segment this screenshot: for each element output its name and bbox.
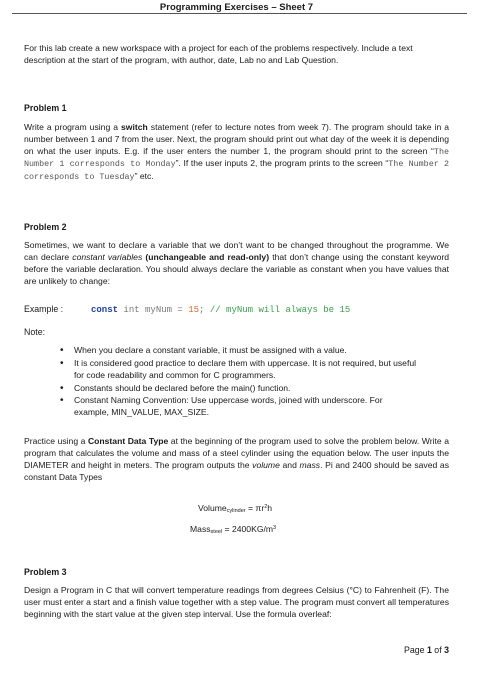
volume-formula-lhs: Volume [198,503,227,513]
p1-text-d: ” etc. [134,170,154,181]
code-semicolon: ; [199,305,210,315]
example-label: Example : [24,304,64,314]
p2-task-c: and [279,459,300,470]
unchangeable-term: (unchangeable and read-only) [145,251,270,262]
list-item: • When you declare a constant variable, it must be assigned with a value. [60,345,419,357]
problem-1-text [24,122,449,184]
p2-task-d: . Pi and 2400 should be saved as constant Data Types [24,459,449,482]
p1-text-c: ”. If the user inputs 2, the program prints to the screen “ [175,158,389,169]
page-number [404,644,449,656]
list-item: • Constants should be declared before the main() function. [60,383,419,395]
mass-formula-sub: steel [210,529,223,535]
p1-text-a: Write a program using a [24,122,122,132]
volume-formula-end: h [267,503,273,513]
page-total: 3 [444,645,449,655]
code-declaration: int myNum = [118,305,189,315]
page-title: Programming Exercises – Sheet 7 [159,2,314,13]
mass-formula-sup: 3 [273,525,277,531]
note-label: Note: [24,327,46,337]
mass-formula-lhs: Mass [190,524,211,534]
list-item: • Constant Naming Convention: Use uppercase words, joined with underscore. For example, MIN_VALUE, MAX_SIZE. [60,395,419,419]
problem-3-heading: Problem 3 [24,567,67,577]
of-word: of [431,645,445,655]
code-example [24,303,350,316]
problem-2-heading: Problem 2 [24,222,67,232]
code-output-1: The Number 1 corresponds to Monday [24,146,449,170]
problem-2-task [24,436,449,483]
list-item: • It is considered good practice to declare them with uppercase. It is not required, but useful for code readability and common for C programmers. [60,358,419,382]
mass-formula-rhs: = 2400KG/m [222,524,274,534]
p2-task-b: at the beginning of the program used to solve the problem below. Write a program that calculates the volume and mass of a steel cylinder using the equation below. The user inputs the DIAMETER and height in meters. The program outputs the [24,436,450,470]
code-output-2: The Number 2 corresponds to Tuesday [24,159,450,182]
notes-list [60,345,419,420]
p2-text-c: that don’t change using the constant keyword before the variable declaration. You should always declare the variable as constant when you have values that are unlikely to change: [24,251,449,286]
p2-task-a: Practice using a [24,436,88,446]
page-current: 1 [426,645,432,655]
constant-variables-term: constant variables [72,251,143,262]
volume-formula [198,503,272,516]
mass-formula [190,524,276,537]
code-comment: // myNum will always be 15 [209,305,351,315]
title-divider [12,13,467,14]
p2-text-a: Sometimes, we want to declare a variable that we don’t want to be changed throughout the programme. We can declare [24,240,449,262]
problem-3-text: Design a Program in C that will convert temperature readings from degrees Celsius (°C) to Fahrenheit (F). The user must enter a start and a finish value together with a step value. The program must convert all temperatures beginning with the start value at the given step interval. Use the formula overleaf: [24,585,449,619]
constant-data-type-term: Constant Data Type [87,436,169,446]
volume-formula-rhs: = πr [245,503,265,513]
page-word: Page [403,645,427,655]
intro-paragraph: For this lab create a new workspace with a project for each of the problems respectively. Include a text description at the start of the program, with author, date, Lab no and Lab Question. [24,43,413,65]
p1-text-b: statement (refer to lecture notes from week 7). The program should take in a number between 1 and 7 from the user. Next, the program should print out what day of the week it is depending on what the user inputs. E.g. if the user enters the number 1, the program should print to the screen “ [24,122,449,156]
mass-term: mass [299,459,321,470]
code-number: 15 [188,305,200,315]
problem-1-heading: Problem 1 [24,103,67,113]
volume-formula-sub: cylinder [226,508,246,514]
problem-2-intro [24,240,449,287]
switch-keyword: switch [121,122,148,132]
code-keyword: const [91,305,119,315]
volume-term: volume [252,459,280,470]
volume-formula-sup: 2 [264,504,268,510]
